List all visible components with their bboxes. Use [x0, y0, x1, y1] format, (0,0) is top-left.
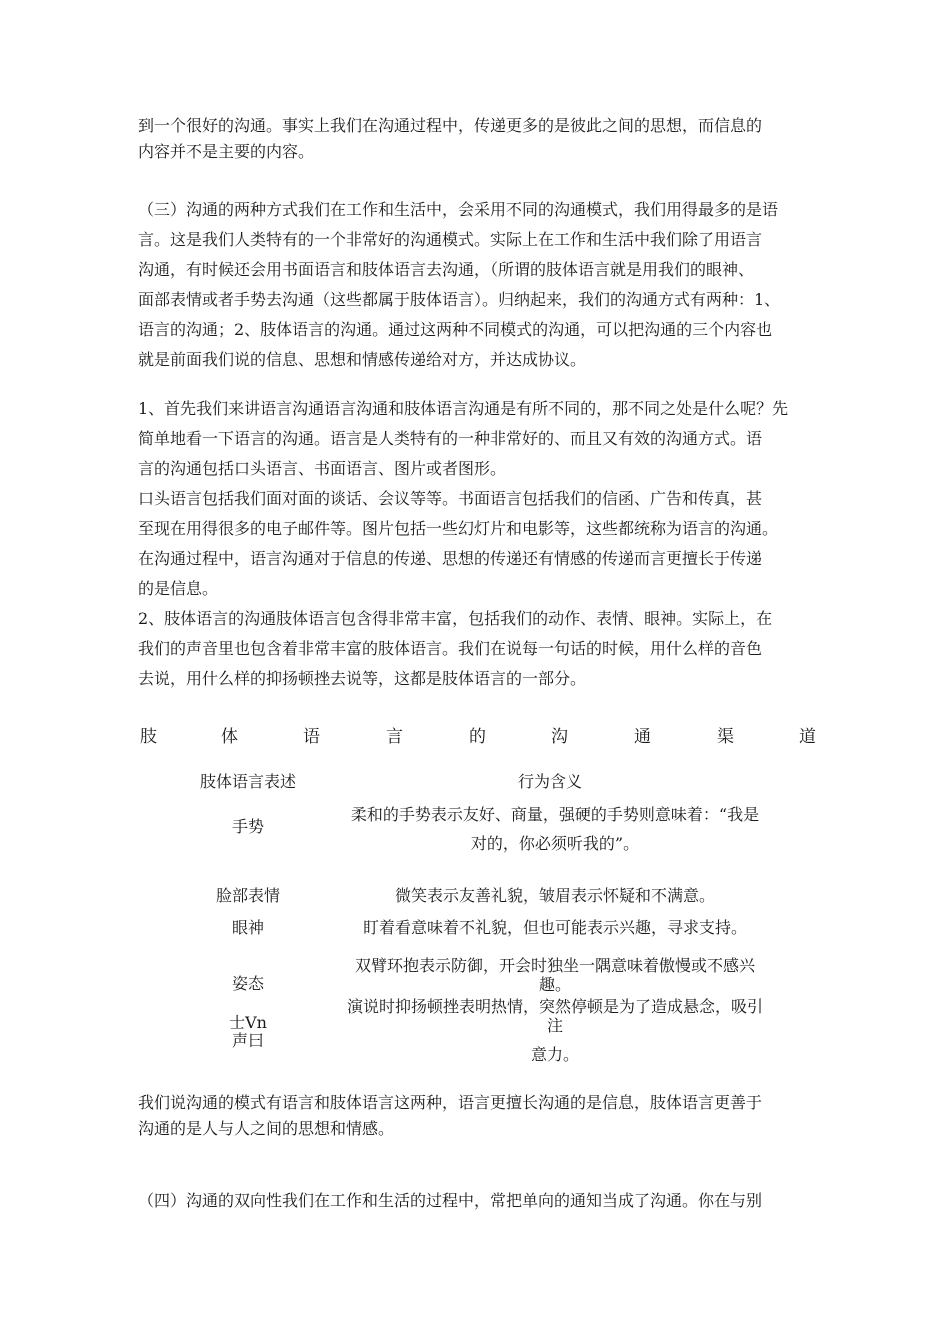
- heading-char: 通: [634, 727, 651, 747]
- summary-line: 沟通的是人与人之间的思想和情感。: [138, 1119, 395, 1138]
- heading-char: 道: [799, 727, 816, 747]
- section3-line: 言。这是我们人类特有的一个非常好的沟通模式。实际上在工作和生活中我们除了用语言: [138, 230, 763, 249]
- table-row-meaning: 双臂环抱表示防御，开会时独坐一隅意味着傲慢或不感兴: [354, 956, 755, 975]
- heading-char: 渠: [717, 727, 734, 747]
- table-row-meaning: 对的，你必须听我的”。: [470, 834, 640, 853]
- heading-char: 的: [469, 727, 486, 747]
- heading-char: 沟: [551, 727, 568, 747]
- verbal-line: 至现在用得很多的电子邮件等。图片包括一些幻灯片和电影等，这些都统称为语言的沟通。: [138, 519, 779, 538]
- section3-line: 就是前面我们说的信息、思想和情感传递给对方，并达成协议。: [138, 350, 587, 369]
- section3-line: 沟通，有时候还会用书面语言和肢体语言去沟通，（所谓的肢体语言就是用我们的眼神、: [138, 260, 755, 279]
- table-row-meaning: 演说时抑扬顿挫表明热情，突然停顿是为了造成悬念，吸引: [346, 997, 763, 1016]
- section3-line: 语言的沟通；2、肢体语言的沟通。通过这两种不同模式的沟通，可以把沟通的三个内容也: [138, 320, 773, 339]
- table-row-meaning: 趣。: [538, 975, 571, 994]
- table-row-meaning: 注: [546, 1016, 563, 1035]
- paragraph-line: 到一个很好的沟通。事实上我们在沟通过程中，传递更多的是彼此之间的思想，而信息的: [138, 116, 763, 135]
- heading-char: 肢: [140, 727, 157, 747]
- section3-line: （三）沟通的两种方式我们在工作和生活中，会采用不同的沟通模式，我们用得最多的是语: [138, 200, 779, 219]
- heading-char: 体: [221, 727, 238, 747]
- table-row-meaning: 盯着看意味着不礼貌，但也可能表示兴趣，寻求支持。: [362, 918, 747, 937]
- table-row-meaning: 柔和的手势表示友好、商量，强硬的手势则意味着：“我是: [350, 805, 760, 824]
- verbal-line: 1、首先我们来讲语言沟通语言沟通和肢体语言沟通是有所不同的，那不同之处是什么呢？先: [138, 399, 789, 418]
- table-header-meaning: 行为含义: [517, 772, 582, 791]
- verbal-line: 在沟通过程中，语言沟通对于信息的传递、思想的传递还有情感的传递而言更擅长于传递: [138, 549, 763, 568]
- summary-line: 我们说沟通的模式有语言和肢体语言这两种，语言更擅长沟通的是信息，肢体语言更善于: [138, 1093, 763, 1112]
- verbal-line: 去说，用什么样的抑扬顿挫去说等，这都是肢体语言的一部分。: [138, 669, 587, 688]
- heading-char: 语: [303, 727, 320, 747]
- section3-line: 面部表情或者手势去沟通（这些都属于肢体语言）。归纳起来，我们的沟通方式有两种：1、: [138, 290, 781, 309]
- verbal-line: 口头语言包括我们面对面的谈话、会议等等。书面语言包括我们的信函、广告和传真，甚: [138, 489, 763, 508]
- verbal-line: 我们的声音里也包含着非常丰富的肢体语言。我们在说每一句话的时候，用什么样的音色: [138, 639, 763, 658]
- heading-char: 言: [386, 727, 403, 747]
- verbal-line: 2、肢体语言的沟通肢体语言包含得非常丰富，包括我们的动作、表情、眼神。实际上，在: [138, 609, 773, 628]
- table-row-meaning: 意力。: [530, 1045, 579, 1064]
- paragraph-line: 内容并不是主要的内容。: [138, 142, 315, 161]
- table-row-label: 脸部表情: [215, 886, 280, 905]
- table-row-meaning: 微笑表示友善礼貌，皱眉表示怀疑和不满意。: [394, 886, 715, 905]
- verbal-line: 简单地看一下语言的沟通。语言是人类特有的一种非常好的、而且又有效的沟通方式。语: [138, 429, 763, 448]
- table-header-expression: 肢体语言表述: [199, 772, 296, 791]
- verbal-line: 的是信息。: [138, 579, 219, 598]
- verbal-line: 言的沟通包括口头语言、书面语言、图片或者图形。: [138, 459, 507, 478]
- table-row-label: 声曰: [231, 1031, 264, 1050]
- table-row-label: 手势: [231, 817, 264, 836]
- table-row-label: 姿态: [231, 974, 264, 993]
- table-row-label: 眼神: [231, 918, 264, 937]
- section4-line: （四）沟通的双向性我们在工作和生活的过程中，常把单向的通知当成了沟通。你在与别: [138, 1191, 763, 1210]
- table-row-label: 士Vn: [229, 1013, 267, 1032]
